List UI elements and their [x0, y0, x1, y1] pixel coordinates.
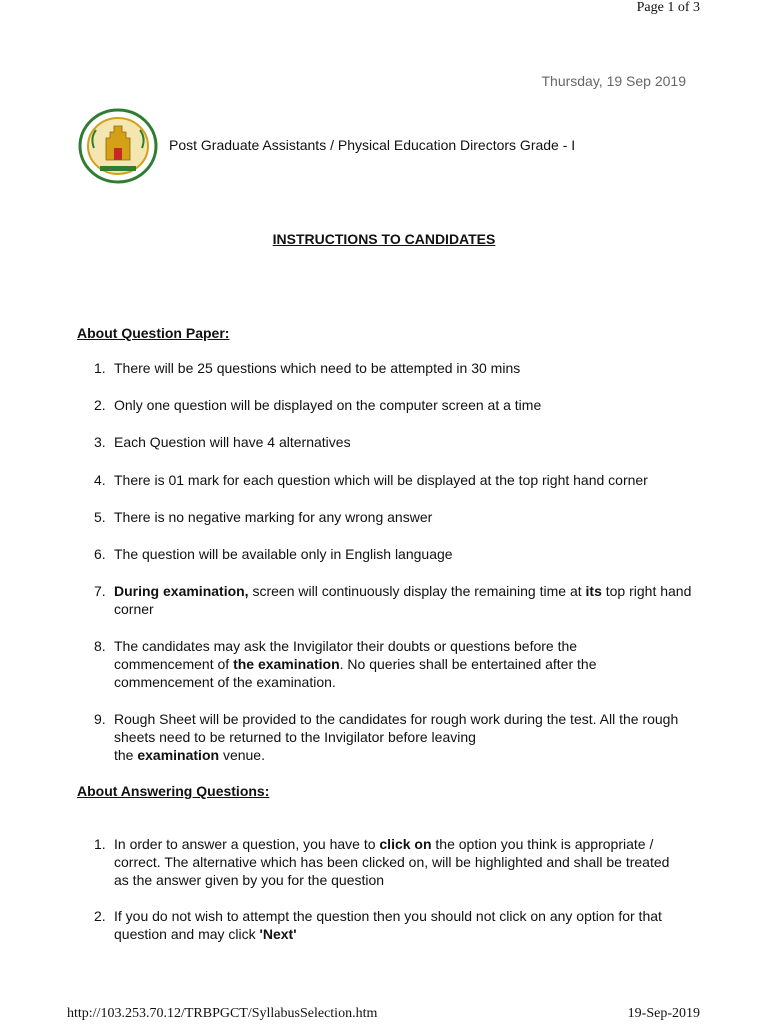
footer-url: http://103.253.70.12/TRBPGCT/SyllabusSelection.htm — [67, 1006, 378, 1021]
list-item: 9. Rough Sheet will be provided to the candidates for rough work during the test. All the rough sheets need to be returned to the Invigilator before leaving the examination venue. — [94, 711, 679, 763]
list-item: 1. There will be 25 questions which need to be attempted in 30 mins — [94, 360, 521, 376]
list-item: 2. Only one question will be displayed on the computer screen at a time — [94, 397, 542, 413]
list-item: 1. In order to answer a question, you have to click on the option you think is appropriate / correct. The alternative which has been clicked on, will be highlighted and shall be treated as the answer given by you for the question — [94, 836, 670, 888]
exam-title: Post Graduate Assistants / Physical Education Directors Grade - I — [169, 137, 576, 153]
list-item: 5. There is no negative marking for any wrong answer — [94, 509, 433, 525]
list-item: 3. Each Question will have 4 alternatives — [94, 434, 351, 450]
list-item: 8. The candidates may ask the Invigilator their doubts or questions before the commencement of the examination. No queries shall be entertained after the commencement of the examination. — [94, 638, 597, 690]
page-indicator: Page 1 of 3 — [636, 0, 700, 15]
answering-section-title: About Answering Questions: — [77, 783, 270, 799]
date-text: Thursday, 19 Sep 2019 — [541, 73, 686, 89]
tamil-nadu-emblem-icon — [78, 108, 158, 184]
list-item: 6. The question will be available only in English language — [94, 546, 453, 562]
question-paper-section-title: About Question Paper: — [77, 325, 230, 341]
list-item: 7. During examination, screen will continuously display the remaining time at its top right hand corner — [94, 583, 692, 617]
list-item: 4. There is 01 mark for each question which will be displayed at the top right hand corner — [94, 472, 648, 488]
page-heading: INSTRUCTIONS TO CANDIDATES — [272, 231, 496, 247]
footer-date: 19-Sep-2019 — [627, 1006, 700, 1021]
list-item: 2. If you do not wish to attempt the question then you should not click on any option for that question and may click 'Next' — [94, 908, 662, 942]
